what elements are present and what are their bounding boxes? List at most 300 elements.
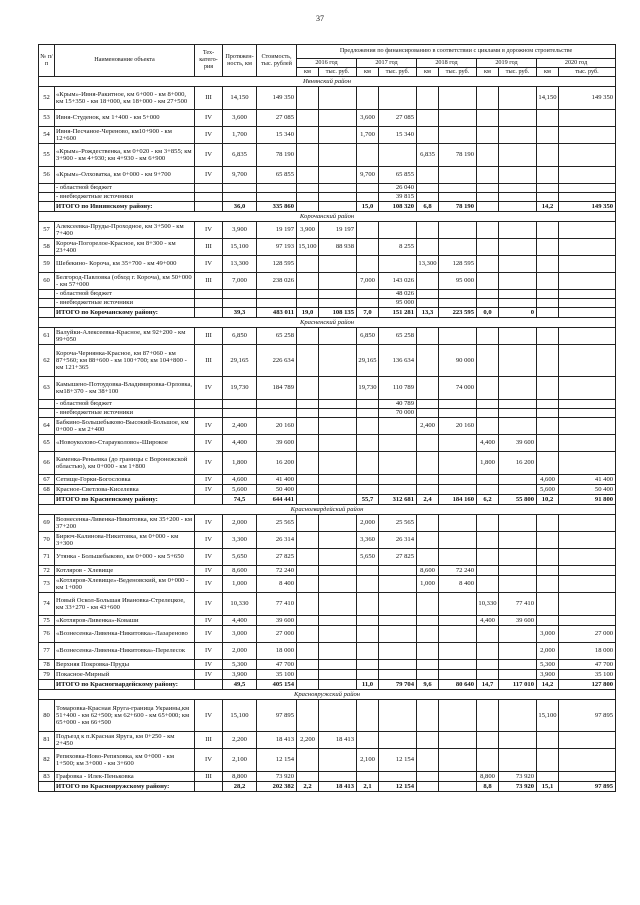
year-rub-cell xyxy=(319,749,357,772)
year-2020: 2020 год xyxy=(537,59,616,68)
year-rub-cell: 27 085 xyxy=(379,110,417,127)
row-number: 81 xyxy=(39,732,55,749)
year-km-cell: 15,0 xyxy=(357,202,379,212)
year-km-cell xyxy=(417,222,439,239)
year-km-cell xyxy=(417,87,439,110)
year-km-cell xyxy=(417,485,439,495)
cost-cell: 72 240 xyxy=(257,566,297,576)
year-km-cell xyxy=(417,549,439,566)
year-km-cell xyxy=(477,475,499,485)
year-km-cell xyxy=(297,345,319,377)
row-number: 58 xyxy=(39,239,55,256)
year-km-cell: 5,300 xyxy=(537,660,559,670)
cost-cell: 27 825 xyxy=(257,549,297,566)
year-rub-cell xyxy=(499,273,537,290)
district-name: Ивнянский район xyxy=(39,77,616,87)
year-2019: 2019 год xyxy=(477,59,537,68)
year-rub-cell xyxy=(559,193,616,202)
district-header xyxy=(39,77,616,87)
year-rub-cell: 95 000 xyxy=(439,273,477,290)
year-km-cell xyxy=(417,290,439,299)
year-rub-cell: 12 154 xyxy=(379,749,417,772)
year-km-cell xyxy=(297,515,319,532)
year-rub-cell xyxy=(499,328,537,345)
year-km-cell xyxy=(297,273,319,290)
cost-cell: 65 258 xyxy=(257,328,297,345)
year-km-cell xyxy=(417,239,439,256)
year-rub-cell xyxy=(499,643,537,660)
length-cell xyxy=(223,299,257,308)
year-km-cell xyxy=(537,732,559,749)
year-km-cell xyxy=(297,299,319,308)
year-km-cell xyxy=(297,409,319,418)
year-km-cell xyxy=(477,202,499,212)
year-rub-cell xyxy=(319,660,357,670)
year-km-cell xyxy=(477,87,499,110)
category-cell: IV xyxy=(195,616,223,626)
year-rub-cell xyxy=(439,670,477,680)
year-km-cell xyxy=(357,566,379,576)
object-name: Камышено-Потоудовка-Владимировка-Орловка, км18+370 - км 38+100 xyxy=(55,377,195,400)
object-name: «Котляров-Хлевище»-Веденовский, км 0+000 - км 1+000 xyxy=(55,576,195,593)
year-rub-cell xyxy=(319,409,357,418)
row-number xyxy=(39,193,55,202)
cost-cell: 39 600 xyxy=(257,435,297,452)
year-km-cell xyxy=(417,532,439,549)
row-number xyxy=(39,299,55,308)
object-name: Репяховка-Ново-Репяховка, км 0+000 - км 1+500; км 3+000 - км 3+600 xyxy=(55,749,195,772)
year-rub-cell: 25 565 xyxy=(379,515,417,532)
district-name: Корочанский район xyxy=(39,212,616,222)
year-km-cell xyxy=(417,345,439,377)
year-km-cell xyxy=(417,299,439,308)
year-km-cell: 2,000 xyxy=(357,515,379,532)
length-cell: 2,100 xyxy=(223,749,257,772)
year-rub-cell: 26 040 xyxy=(379,184,417,193)
year-km-cell xyxy=(477,144,499,167)
year-rub-cell xyxy=(499,576,537,593)
cost-cell: 25 565 xyxy=(257,515,297,532)
table-body xyxy=(39,77,616,792)
year-rub-cell: 91 800 xyxy=(559,495,616,505)
year-rub-cell xyxy=(379,452,417,475)
category-cell: IV xyxy=(195,643,223,660)
unit-km: км xyxy=(477,68,499,77)
year-rub-cell xyxy=(319,418,357,435)
table-row xyxy=(39,273,616,290)
year-km-cell xyxy=(297,184,319,193)
year-km-cell xyxy=(297,87,319,110)
year-km-cell: 8,600 xyxy=(417,566,439,576)
year-rub-cell: 18 413 xyxy=(319,732,357,749)
year-rub-cell xyxy=(439,110,477,127)
year-rub-cell xyxy=(559,184,616,193)
cost-cell: 149 350 xyxy=(257,87,297,110)
year-rub-cell xyxy=(439,222,477,239)
year-km-cell xyxy=(297,144,319,167)
year-km-cell xyxy=(537,549,559,566)
length-cell: 28,2 xyxy=(223,782,257,792)
year-rub-cell xyxy=(319,377,357,400)
year-rub-cell xyxy=(439,193,477,202)
table-row xyxy=(39,110,616,127)
category-cell: IV xyxy=(195,144,223,167)
year-km-cell xyxy=(477,485,499,495)
col-no: № п/п xyxy=(39,45,55,77)
year-rub-cell xyxy=(559,222,616,239)
object-name: «Новоуколово-Старауколово»-Широкое xyxy=(55,435,195,452)
row-number xyxy=(39,495,55,505)
year-km-cell xyxy=(417,616,439,626)
table-row xyxy=(39,772,616,782)
year-rub-cell xyxy=(439,299,477,308)
year-rub-cell: 70 000 xyxy=(379,409,417,418)
year-km-cell xyxy=(357,452,379,475)
category-cell xyxy=(195,202,223,212)
year-rub-cell: 136 634 xyxy=(379,345,417,377)
row-number xyxy=(39,400,55,409)
year-km-cell xyxy=(537,308,559,318)
cost-cell xyxy=(257,290,297,299)
year-km-cell: 2,000 xyxy=(537,643,559,660)
year-rub-cell: 20 160 xyxy=(439,418,477,435)
funding-source-row xyxy=(39,290,616,299)
length-cell: 3,600 xyxy=(223,110,257,127)
year-km-cell xyxy=(297,328,319,345)
row-number: 69 xyxy=(39,515,55,532)
year-rub-cell: 55 800 xyxy=(499,495,537,505)
year-km-cell xyxy=(477,110,499,127)
cost-cell: 202 382 xyxy=(257,782,297,792)
year-rub-cell xyxy=(559,299,616,308)
year-rub-cell xyxy=(559,772,616,782)
row-number: 63 xyxy=(39,377,55,400)
length-cell: 10,330 xyxy=(223,593,257,616)
row-number: 75 xyxy=(39,616,55,626)
object-name: Вознесенка-Ливенка-Никитовка, км 35+200 - км 37+200 xyxy=(55,515,195,532)
year-rub-cell xyxy=(499,670,537,680)
year-rub-cell xyxy=(319,273,357,290)
year-km-cell xyxy=(477,515,499,532)
year-km-cell: 1,800 xyxy=(477,452,499,475)
year-rub-cell xyxy=(379,616,417,626)
year-rub-cell: 128 595 xyxy=(439,256,477,273)
table-row xyxy=(39,549,616,566)
year-rub-cell: 39 815 xyxy=(379,193,417,202)
year-rub-cell xyxy=(319,680,357,690)
funding-source-row xyxy=(39,400,616,409)
length-cell: 15,100 xyxy=(223,700,257,732)
table-row xyxy=(39,660,616,670)
year-km-cell xyxy=(537,772,559,782)
year-rub-cell xyxy=(379,772,417,782)
year-rub-cell: 18 000 xyxy=(559,643,616,660)
category-cell: IV xyxy=(195,110,223,127)
category-cell: III xyxy=(195,239,223,256)
year-rub-cell xyxy=(439,616,477,626)
year-km-cell: 3,900 xyxy=(537,670,559,680)
year-rub-cell xyxy=(499,167,537,184)
year-rub-cell: 223 595 xyxy=(439,308,477,318)
year-km-cell xyxy=(357,660,379,670)
year-rub-cell xyxy=(559,127,616,144)
table-row xyxy=(39,576,616,593)
table-row xyxy=(39,328,616,345)
table-row xyxy=(39,700,616,732)
col-financing: Предложения по финансированию в соответствии с циклами в дорожном строительстве xyxy=(297,45,616,59)
year-rub-cell xyxy=(559,239,616,256)
year-rub-cell xyxy=(499,626,537,643)
category-cell: IV xyxy=(195,435,223,452)
year-rub-cell xyxy=(439,452,477,475)
year-rub-cell xyxy=(319,593,357,616)
year-km-cell: 9,700 xyxy=(357,167,379,184)
row-number: 70 xyxy=(39,532,55,549)
row-number: 78 xyxy=(39,660,55,670)
year-rub-cell xyxy=(499,193,537,202)
year-rub-cell xyxy=(319,184,357,193)
year-rub-cell xyxy=(319,700,357,732)
year-km-cell xyxy=(417,782,439,792)
length-cell: 2,200 xyxy=(223,732,257,749)
row-number: 65 xyxy=(39,435,55,452)
year-rub-cell xyxy=(379,660,417,670)
cost-cell: 27 000 xyxy=(257,626,297,643)
table-row xyxy=(39,616,616,626)
row-number: 53 xyxy=(39,110,55,127)
category-cell xyxy=(195,495,223,505)
year-rub-cell xyxy=(559,409,616,418)
year-km-cell xyxy=(477,299,499,308)
table-row xyxy=(39,626,616,643)
year-km-cell xyxy=(297,660,319,670)
cost-cell: 12 154 xyxy=(257,749,297,772)
year-km-cell xyxy=(357,616,379,626)
year-km-cell: 6,835 xyxy=(417,144,439,167)
cost-cell: 18 413 xyxy=(257,732,297,749)
year-km-cell xyxy=(417,670,439,680)
cost-cell: 26 314 xyxy=(257,532,297,549)
year-km-cell: 7,000 xyxy=(357,273,379,290)
length-cell: 2,000 xyxy=(223,515,257,532)
year-km-cell xyxy=(357,732,379,749)
year-rub-cell: 12 154 xyxy=(379,782,417,792)
year-rub-cell xyxy=(319,670,357,680)
year-rub-cell xyxy=(559,377,616,400)
length-cell: 2,000 xyxy=(223,643,257,660)
year-km-cell xyxy=(357,256,379,273)
year-km-cell: 13,3 xyxy=(417,308,439,318)
year-rub-cell: 8 400 xyxy=(439,576,477,593)
object-name: Шебекино- Короча, км 35+700 - км 49+000 xyxy=(55,256,195,273)
col-length: Протяжен-ность, км xyxy=(223,45,257,77)
year-km-cell: 15,100 xyxy=(297,239,319,256)
year-km-cell: 6,2 xyxy=(477,495,499,505)
object-name: Ивня-Студенок, км 1+400 - км 5+000 xyxy=(55,110,195,127)
year-rub-cell: 48 026 xyxy=(379,290,417,299)
year-km-cell xyxy=(477,222,499,239)
year-rub-cell: 74 000 xyxy=(439,377,477,400)
district-header xyxy=(39,318,616,328)
year-km-cell xyxy=(297,626,319,643)
year-rub-cell: 50 400 xyxy=(559,485,616,495)
year-rub-cell xyxy=(319,435,357,452)
category-cell: IV xyxy=(195,167,223,184)
year-rub-cell xyxy=(319,626,357,643)
year-km-cell xyxy=(357,593,379,616)
year-km-cell xyxy=(537,400,559,409)
year-km-cell xyxy=(477,660,499,670)
year-km-cell xyxy=(357,475,379,485)
year-km-cell xyxy=(297,593,319,616)
year-rub-cell xyxy=(559,749,616,772)
year-km-cell: 11,0 xyxy=(357,680,379,690)
year-km-cell: 15,1 xyxy=(537,782,559,792)
length-cell: 4,400 xyxy=(223,435,257,452)
year-rub-cell: 15 340 xyxy=(379,127,417,144)
year-km-cell: 4,400 xyxy=(477,616,499,626)
year-km-cell xyxy=(357,409,379,418)
length-cell: 3,900 xyxy=(223,222,257,239)
category-cell: IV xyxy=(195,576,223,593)
year-rub-cell: 149 350 xyxy=(559,202,616,212)
row-number xyxy=(39,782,55,792)
cost-cell: 20 160 xyxy=(257,418,297,435)
year-km-cell xyxy=(537,749,559,772)
year-km-cell xyxy=(297,532,319,549)
object-name: Короча-Чернянка-Красное, км 87+060 - км 87+560; км 88+600 - км 100+700; км 104+800 - км 121+365 xyxy=(55,345,195,377)
year-rub-cell: 27 825 xyxy=(379,549,417,566)
length-cell: 5,300 xyxy=(223,660,257,670)
object-name: «Крым»-Рождественка, км 0+020 - км 3+855; км 3+900 - км 4+930; км 4+930 - км 6+900 xyxy=(55,144,195,167)
year-km-cell xyxy=(537,193,559,202)
cost-cell: 27 085 xyxy=(257,110,297,127)
category-cell: IV xyxy=(195,566,223,576)
year-rub-cell: 78 190 xyxy=(439,144,477,167)
year-2017: 2017 год xyxy=(357,59,417,68)
year-km-cell xyxy=(477,273,499,290)
year-km-cell xyxy=(417,409,439,418)
year-km-cell: 2,200 xyxy=(297,732,319,749)
year-km-cell xyxy=(297,256,319,273)
year-rub-cell: 97 895 xyxy=(559,700,616,732)
year-km-cell xyxy=(297,749,319,772)
year-rub-cell xyxy=(439,549,477,566)
year-rub-cell: 35 100 xyxy=(559,670,616,680)
length-cell: 1,000 xyxy=(223,576,257,593)
year-km-cell xyxy=(417,167,439,184)
year-km-cell xyxy=(357,193,379,202)
total-row xyxy=(39,680,616,690)
table-row xyxy=(39,87,616,110)
year-rub-cell xyxy=(499,127,537,144)
year-km-cell: 55,7 xyxy=(357,495,379,505)
year-rub-cell xyxy=(559,144,616,167)
year-rub-cell xyxy=(499,144,537,167)
cost-cell: 226 634 xyxy=(257,345,297,377)
year-rub-cell xyxy=(319,475,357,485)
year-rub-cell xyxy=(319,299,357,308)
length-cell: 3,300 xyxy=(223,532,257,549)
year-km-cell xyxy=(477,643,499,660)
row-number xyxy=(39,184,55,193)
row-number: 55 xyxy=(39,144,55,167)
cost-cell: 65 855 xyxy=(257,167,297,184)
cost-cell: 97 895 xyxy=(257,700,297,732)
year-rub-cell: 47 700 xyxy=(559,660,616,670)
length-cell: 74,5 xyxy=(223,495,257,505)
table-row xyxy=(39,566,616,576)
category-cell: IV xyxy=(195,485,223,495)
object-name: «Крым»-Ивня-Ракитное, км 6+000 - км 8+000, км 15+350 - км 18+000, км 18+000 - км 27+500 xyxy=(55,87,195,110)
row-number: 79 xyxy=(39,670,55,680)
year-rub-cell xyxy=(439,700,477,732)
year-rub-cell xyxy=(439,290,477,299)
year-rub-cell xyxy=(559,515,616,532)
year-rub-cell xyxy=(499,515,537,532)
category-cell: IV xyxy=(195,256,223,273)
year-rub-cell xyxy=(439,184,477,193)
year-km-cell xyxy=(537,345,559,377)
year-km-cell xyxy=(417,772,439,782)
year-rub-cell xyxy=(439,782,477,792)
object-name: «Котляров-Ливенка»-Коваши xyxy=(55,616,195,626)
year-km-cell xyxy=(357,435,379,452)
year-km-cell xyxy=(477,532,499,549)
year-rub-cell xyxy=(499,532,537,549)
length-cell: 4,600 xyxy=(223,475,257,485)
length-cell xyxy=(223,290,257,299)
year-rub-cell xyxy=(499,110,537,127)
year-rub-cell xyxy=(439,435,477,452)
year-rub-cell: 73 920 xyxy=(499,772,537,782)
year-km-cell xyxy=(297,475,319,485)
year-km-cell xyxy=(357,299,379,308)
table-row xyxy=(39,532,616,549)
year-rub-cell xyxy=(439,485,477,495)
length-cell: 39,3 xyxy=(223,308,257,318)
year-rub-cell xyxy=(379,222,417,239)
col-name: Наименование объекта xyxy=(55,45,195,77)
year-km-cell xyxy=(477,732,499,749)
year-rub-cell xyxy=(499,299,537,308)
year-km-cell xyxy=(477,749,499,772)
length-cell: 7,000 xyxy=(223,273,257,290)
length-cell: 1,700 xyxy=(223,127,257,144)
year-km-cell xyxy=(477,290,499,299)
year-rub-cell xyxy=(319,452,357,475)
category-cell: IV xyxy=(195,549,223,566)
year-km-cell xyxy=(417,435,439,452)
length-cell xyxy=(223,400,257,409)
year-km-cell xyxy=(417,377,439,400)
year-km-cell xyxy=(537,435,559,452)
unit-km: км xyxy=(537,68,559,77)
year-km-cell xyxy=(297,643,319,660)
cost-cell: 18 000 xyxy=(257,643,297,660)
year-km-cell: 2,2 xyxy=(297,782,319,792)
category-cell: IV xyxy=(195,222,223,239)
total-row xyxy=(39,782,616,792)
cost-cell xyxy=(257,193,297,202)
year-rub-cell xyxy=(379,435,417,452)
object-name: Бабкино-Большебыково-Высокий-Большое, км 0+000 - км 2+400 xyxy=(55,418,195,435)
row-number xyxy=(39,202,55,212)
year-rub-cell xyxy=(559,418,616,435)
year-rub-cell xyxy=(559,308,616,318)
year-km-cell: 10,2 xyxy=(537,495,559,505)
table-row xyxy=(39,167,616,184)
